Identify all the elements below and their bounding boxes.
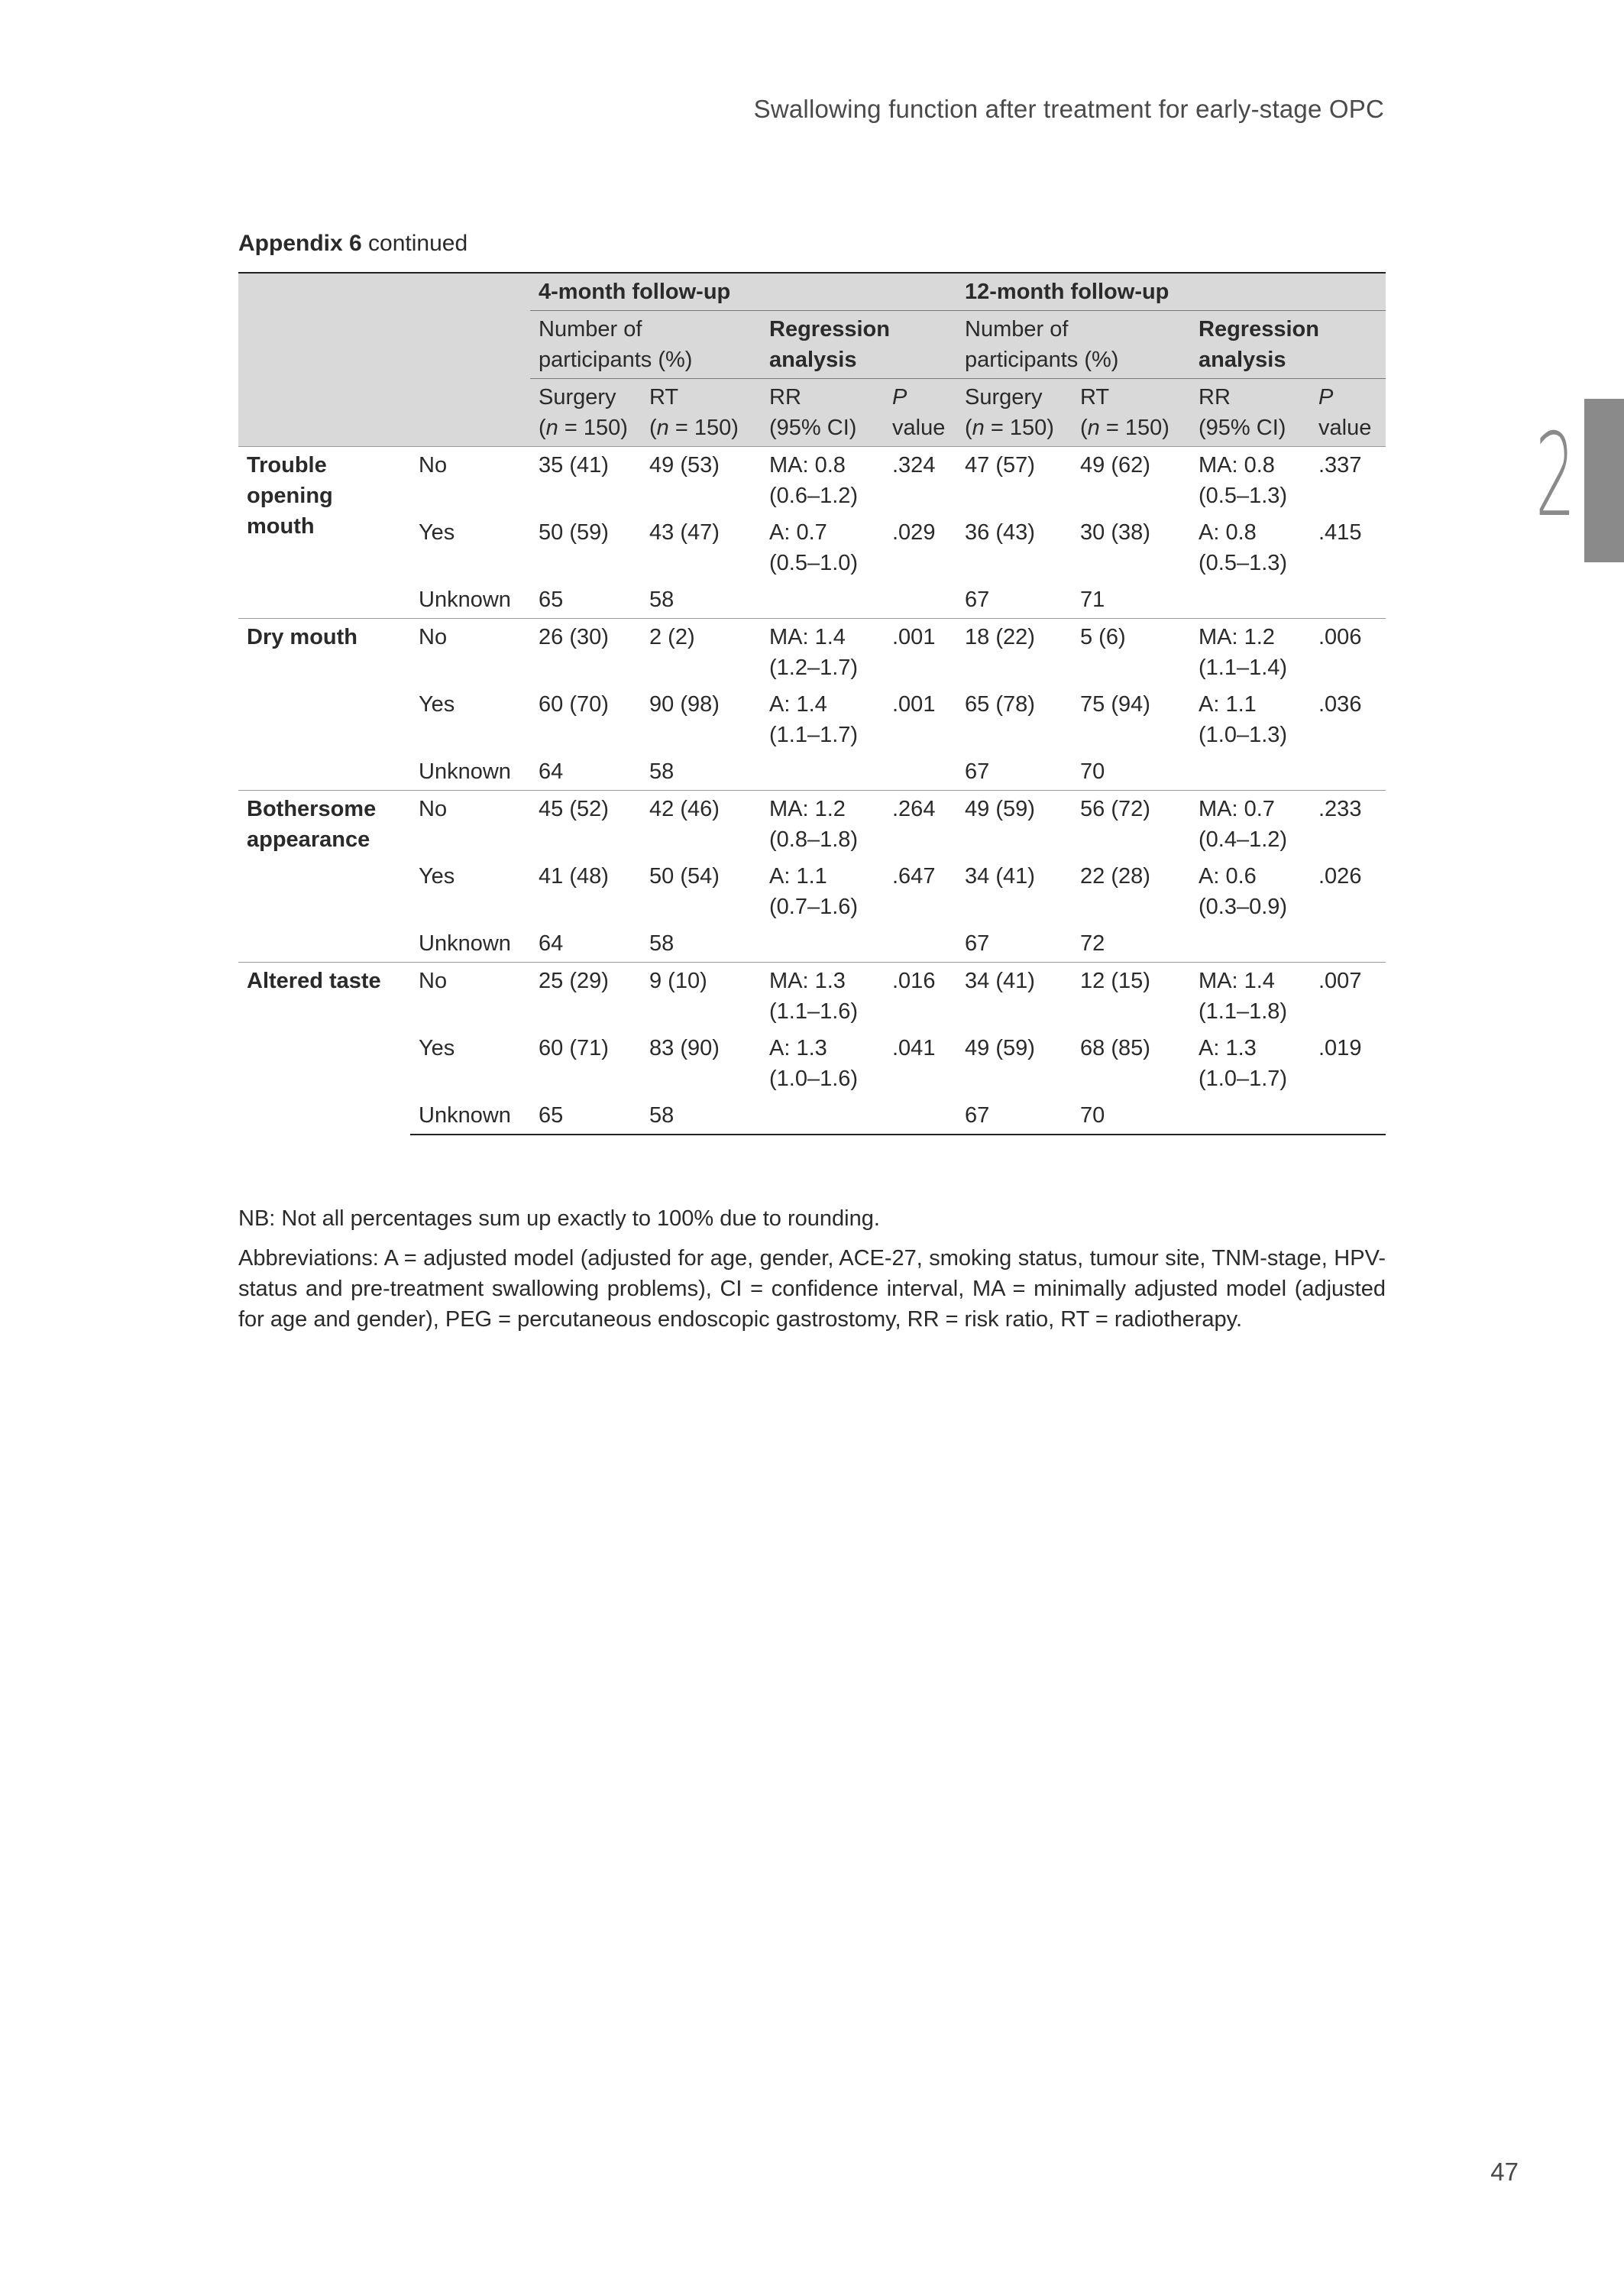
header-4-month: 4-month follow-up xyxy=(530,273,956,311)
rr-12-cell xyxy=(1190,514,1310,581)
rt-12-cell: 71 xyxy=(1080,588,1105,612)
p-4-cell: .324 xyxy=(884,447,956,515)
header-surgery-4: Surgery (n = 150) xyxy=(530,379,641,447)
p-12-cell: .026 xyxy=(1318,864,1362,889)
header-regression-12: Regression analysis xyxy=(1190,311,1386,379)
rt-4-cell: 50 (54) xyxy=(649,864,720,889)
rt-4-cell: 43 (47) xyxy=(649,520,720,545)
n-label: (n = 150) xyxy=(649,416,739,440)
surgery-12-cell: 49 (59) xyxy=(965,1036,1035,1060)
rt-12-cell: 75 (94) xyxy=(1080,692,1150,717)
p-12-cell xyxy=(1310,925,1386,963)
rr-interval: (0.7–1.6) xyxy=(769,895,859,919)
p-4-cell xyxy=(884,753,956,791)
header-participants-12: Number of participants (%) xyxy=(956,311,1190,379)
rt-12-cell: 70 xyxy=(1072,1097,1190,1135)
surgery-12-cell: 18 (22) xyxy=(956,619,1072,687)
rr-estimate: A: 1.4 xyxy=(769,692,827,717)
rr-estimate: MA: 1.3 xyxy=(769,969,846,993)
rt-4-cell: 58 xyxy=(649,759,675,784)
rr-4-cell xyxy=(761,447,884,515)
rt-4-cell: 49 (53) xyxy=(641,447,761,515)
rr-4-cell xyxy=(761,619,884,687)
chapter-number: 2 xyxy=(1535,410,1575,542)
surgery-12-cell: 67 xyxy=(956,1097,1072,1135)
surgery-4-cell: 60 (70) xyxy=(539,692,609,717)
rt-4-cell: 9 (10) xyxy=(641,963,761,1031)
n-label: (n = 150) xyxy=(965,416,1054,440)
header-surgery-12: Surgery (n = 150) xyxy=(956,379,1072,447)
category-label: Altered taste xyxy=(238,963,410,1135)
p-4-cell: .041 xyxy=(892,1036,936,1060)
p-4-cell: .264 xyxy=(884,791,956,859)
rr-interval: (0.6–1.2) xyxy=(769,484,859,508)
n-label: (n = 150) xyxy=(539,416,628,440)
rr-interval: (1.0–1.6) xyxy=(769,1067,859,1091)
rt-12-cell: 72 xyxy=(1080,931,1105,956)
rr-12-cell xyxy=(1190,1097,1310,1135)
p-12-cell: .006 xyxy=(1310,619,1386,687)
rr-12-cell xyxy=(1190,753,1310,791)
table-row xyxy=(238,753,1386,791)
rr-4-cell xyxy=(761,963,884,1031)
rt-4-cell: 83 (90) xyxy=(649,1036,720,1060)
table-row xyxy=(238,1030,1386,1097)
rt-12-cell: 30 (38) xyxy=(1080,520,1150,545)
rr-interval: (1.2–1.7) xyxy=(769,656,859,680)
rr-estimate: MA: 1.4 xyxy=(769,625,846,649)
header-rr-4: RR (95% CI) xyxy=(761,379,884,447)
p-4-cell xyxy=(884,1097,956,1135)
rt-12-cell: 22 (28) xyxy=(1080,864,1150,889)
rr-interval: (0.4–1.2) xyxy=(1199,827,1288,852)
rr-interval: (0.5–1.3) xyxy=(1199,551,1288,575)
p-12-cell xyxy=(1310,581,1386,619)
table-body xyxy=(238,447,1386,1135)
table-row xyxy=(238,686,1386,753)
p-12-cell: .036 xyxy=(1318,692,1362,717)
surgery-4-cell: 64 xyxy=(539,931,564,956)
header-participants-4: Number of participants (%) xyxy=(530,311,761,379)
table-row xyxy=(238,858,1386,925)
rt-4-cell: 42 (46) xyxy=(641,791,761,859)
rr-4-cell xyxy=(761,791,884,859)
header-12-month: 12-month follow-up xyxy=(956,273,1190,311)
running-head: Swallowing function after treatment for early-stage OPC xyxy=(753,95,1384,123)
rr-interval: (1.1–1.6) xyxy=(769,999,859,1024)
p-12-cell xyxy=(1310,1097,1386,1135)
table-row xyxy=(238,581,1386,619)
response-label: Yes xyxy=(419,520,455,545)
header-12-month-fill xyxy=(1190,273,1386,311)
rr-4-cell xyxy=(761,858,884,925)
surgery-4-cell: 45 (52) xyxy=(530,791,641,859)
rr-estimate: MA: 1.2 xyxy=(769,797,846,821)
surgery-12-cell: 67 xyxy=(965,931,990,956)
surgery-12-cell: 67 xyxy=(965,759,990,784)
p-12-cell: .337 xyxy=(1310,447,1386,515)
rr-interval: (1.0–1.7) xyxy=(1199,1067,1288,1091)
header-p-12: P value xyxy=(1310,379,1386,447)
surgery-4-cell: 50 (59) xyxy=(539,520,609,545)
caption-label: Appendix 6 xyxy=(238,231,362,256)
category-label: Bothersome appearance xyxy=(238,791,410,963)
header-regression-4: Regression analysis xyxy=(761,311,956,379)
table-row xyxy=(238,791,1386,859)
table-row xyxy=(238,1097,1386,1135)
surgery-4-cell: 41 (48) xyxy=(539,864,609,889)
rt-12-cell: 5 (6) xyxy=(1072,619,1190,687)
p-4-cell xyxy=(884,925,956,963)
surgery-12-cell: 34 (41) xyxy=(956,963,1072,1031)
rr-estimate: A: 1.1 xyxy=(1199,692,1257,717)
surgery-4-cell: 35 (41) xyxy=(530,447,641,515)
chapter-tab xyxy=(1584,399,1624,562)
response-label: No xyxy=(410,963,530,1031)
rt-12-cell: 70 xyxy=(1080,759,1105,784)
rr-12-cell xyxy=(1190,963,1310,1031)
table-row xyxy=(238,447,1386,515)
header-rt-12: RT (n = 150) xyxy=(1072,379,1190,447)
surgery-12-cell: 47 (57) xyxy=(956,447,1072,515)
rt-4-cell: 58 xyxy=(649,931,675,956)
rr-interval: (1.1–1.4) xyxy=(1199,656,1288,680)
p-12-cell: .415 xyxy=(1318,520,1362,545)
rt-4-cell: 58 xyxy=(641,1097,761,1135)
page-number: 47 xyxy=(1490,2158,1519,2186)
surgery-12-cell: 67 xyxy=(965,588,990,612)
rt-4-cell: 90 (98) xyxy=(649,692,720,717)
table-row xyxy=(238,619,1386,687)
rr-12-cell xyxy=(1190,791,1310,859)
surgery-4-cell: 64 xyxy=(539,759,564,784)
surgery-4-cell: 65 xyxy=(539,588,564,612)
rt-4-cell: 58 xyxy=(649,588,675,612)
response-label: Unknown xyxy=(419,588,511,612)
rr-12-cell xyxy=(1190,581,1310,619)
header-blank xyxy=(238,273,530,447)
rr-interval: (1.1–1.8) xyxy=(1199,999,1288,1024)
response-label: Yes xyxy=(419,1036,455,1060)
rt-12-cell: 49 (62) xyxy=(1072,447,1190,515)
surgery-4-cell: 60 (71) xyxy=(539,1036,609,1060)
rr-estimate: MA: 0.7 xyxy=(1199,797,1275,821)
p-12-cell: .019 xyxy=(1318,1036,1362,1060)
n-label: (n = 150) xyxy=(1080,416,1169,440)
table-row xyxy=(238,514,1386,581)
p-4-cell: .029 xyxy=(892,520,936,545)
rt-4-cell: 2 (2) xyxy=(641,619,761,687)
response-label: Unknown xyxy=(419,931,511,956)
rr-estimate: A: 1.3 xyxy=(1199,1036,1257,1060)
category-label: Dry mouth xyxy=(238,619,410,791)
p-4-cell: .001 xyxy=(892,692,936,717)
rr-12-cell xyxy=(1190,447,1310,515)
rr-12-cell xyxy=(1190,925,1310,963)
category-label: Trouble opening mouth xyxy=(238,447,410,619)
table-row xyxy=(238,963,1386,1031)
rr-interval: (0.8–1.8) xyxy=(769,827,859,852)
rr-4-cell xyxy=(761,1030,884,1097)
note-abbreviations: Abbreviations: A = adjusted model (adjusted for age, gender, ACE-27, smoking status, tumour site, TNM-stage, HPV-status and pre-treatment swallowing problems), CI = confidence interval, MA = minimally adjusted model (adjusted for age and gender), PEG = percutaneous endoscopic gastrostomy, RR = risk ratio, RT = radiotherapy. xyxy=(238,1246,1386,1332)
table-caption xyxy=(238,231,467,257)
p-12-cell: .233 xyxy=(1310,791,1386,859)
rr-12-cell xyxy=(1190,858,1310,925)
rr-12-cell xyxy=(1190,619,1310,687)
surgery-4-cell: 25 (29) xyxy=(530,963,641,1031)
rr-interval: (0.3–0.9) xyxy=(1199,895,1288,919)
response-label: No xyxy=(410,791,530,859)
rr-12-cell xyxy=(1190,1030,1310,1097)
rr-estimate: A: 0.6 xyxy=(1199,864,1257,889)
p-12-cell: .007 xyxy=(1310,963,1386,1031)
rt-12-cell: 68 (85) xyxy=(1080,1036,1150,1060)
header-rt-4: RT (n = 150) xyxy=(641,379,761,447)
rr-4-cell xyxy=(761,1097,884,1135)
rr-estimate: MA: 1.2 xyxy=(1199,625,1275,649)
rr-4-cell xyxy=(761,514,884,581)
response-label: No xyxy=(410,619,530,687)
p-4-cell: .016 xyxy=(884,963,956,1031)
rr-4-cell xyxy=(761,925,884,963)
table-row xyxy=(238,925,1386,963)
surgery-4-cell: 65 xyxy=(530,1097,641,1135)
rr-estimate: MA: 0.8 xyxy=(1199,453,1275,478)
response-label: Yes xyxy=(419,864,455,889)
header-row-followup xyxy=(238,273,1386,311)
rr-estimate: A: 0.8 xyxy=(1199,520,1257,545)
rr-4-cell xyxy=(761,686,884,753)
results-table xyxy=(238,272,1386,1135)
rt-12-cell: 12 (15) xyxy=(1072,963,1190,1031)
rr-interval: (0.5–1.3) xyxy=(1199,484,1288,508)
p-4-cell: .647 xyxy=(892,864,936,889)
header-rr-12: RR (95% CI) xyxy=(1190,379,1310,447)
rr-interval: (1.1–1.7) xyxy=(769,723,859,747)
surgery-12-cell: 36 (43) xyxy=(965,520,1035,545)
caption-suffix: continued xyxy=(368,231,468,256)
p-12-cell xyxy=(1310,753,1386,791)
surgery-12-cell: 34 (41) xyxy=(965,864,1035,889)
rt-12-cell: 56 (72) xyxy=(1072,791,1190,859)
rr-estimate: MA: 1.4 xyxy=(1199,969,1275,993)
surgery-4-cell: 26 (30) xyxy=(530,619,641,687)
note-rounding: NB: Not all percentages sum up exactly to 100% due to rounding. xyxy=(238,1206,880,1231)
surgery-12-cell: 49 (59) xyxy=(956,791,1072,859)
rr-interval: (0.5–1.0) xyxy=(769,551,859,575)
response-label: Yes xyxy=(419,692,455,717)
surgery-12-cell: 65 (78) xyxy=(965,692,1035,717)
rr-interval: (1.0–1.3) xyxy=(1199,723,1288,747)
rr-12-cell xyxy=(1190,686,1310,753)
rr-estimate: A: 1.3 xyxy=(769,1036,827,1060)
response-label: Unknown xyxy=(410,1097,530,1135)
rr-estimate: A: 0.7 xyxy=(769,520,827,545)
p-4-cell: .001 xyxy=(884,619,956,687)
p-4-cell xyxy=(884,581,956,619)
rr-4-cell xyxy=(761,581,884,619)
rr-estimate: A: 1.1 xyxy=(769,864,827,889)
response-label: Unknown xyxy=(419,759,511,784)
header-p-4: P value xyxy=(884,379,956,447)
response-label: No xyxy=(410,447,530,515)
rr-estimate: MA: 0.8 xyxy=(769,453,846,478)
rr-4-cell xyxy=(761,753,884,791)
